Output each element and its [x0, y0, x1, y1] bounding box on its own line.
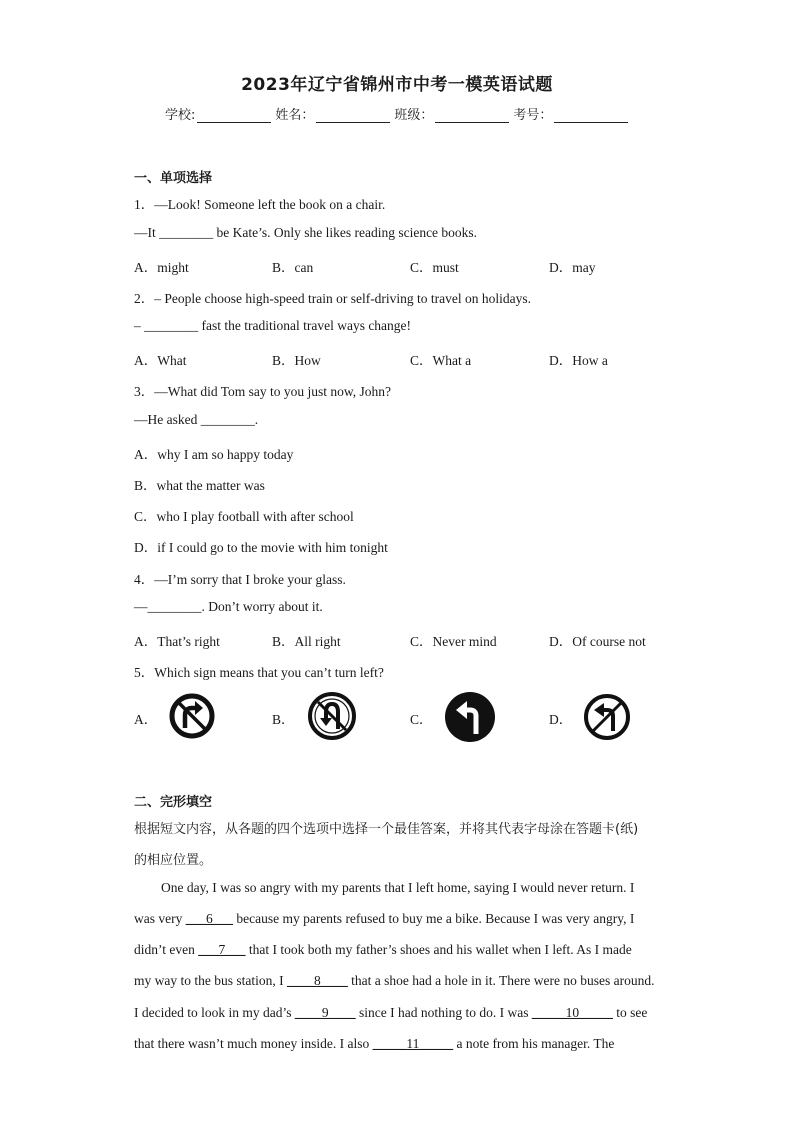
- q1-option-b[interactable]: B．can: [272, 260, 314, 275]
- passage-text: to see: [612, 1005, 648, 1020]
- blank-10[interactable]: _____10_____: [531, 1005, 613, 1020]
- passage-text: because my parents refused to buy me a bike. Because I was very angry, I: [232, 911, 635, 926]
- passage-line: [134, 973, 655, 989]
- blank-8[interactable]: ____8____: [286, 973, 348, 988]
- passage-text: that I took both my father’s shoes and his wallet when I left. As I made: [245, 942, 632, 957]
- blank-11[interactable]: _____11_____: [372, 1036, 454, 1051]
- passage-text: that a shoe had a hole in it. There were no buses around.: [347, 973, 655, 988]
- passage-text: I decided to look in my dad’s: [134, 1005, 295, 1020]
- q3-stem: 3．—What did Tom say to you just now, John?: [134, 384, 392, 399]
- q4-option-d[interactable]: D．Of course not: [549, 634, 646, 649]
- class-field[interactable]: [435, 110, 509, 123]
- q5-option-a[interactable]: A．: [134, 712, 158, 727]
- q5-stem: 5．Which sign means that you can’t turn left?: [134, 665, 384, 680]
- passage-line: [134, 1036, 614, 1052]
- cloze-instruction-line1: 根据短文内容，从各题的四个选项中选择一个最佳答案，并将其代表字母涂在答题卡(纸): [134, 822, 639, 837]
- page-title: 2023年辽宁省锦州市中考一模英语试题: [241, 75, 553, 95]
- q3-option-a[interactable]: A．why I am so happy today: [134, 447, 294, 462]
- section-heading-cloze: 二、完形填空: [134, 795, 213, 810]
- q2-option-a[interactable]: A．What: [134, 353, 187, 368]
- q2-option-c[interactable]: C．What a: [410, 353, 472, 368]
- passage-line: [134, 942, 632, 958]
- q4-option-a[interactable]: A．That’s right: [134, 634, 220, 649]
- passage-text: didn’t even: [134, 942, 199, 957]
- passage-line: [134, 911, 634, 927]
- q3-option-c[interactable]: C．who I play football with after school: [134, 509, 354, 524]
- q4-stem: 4．—I’m sorry that I broke your glass.: [134, 572, 346, 587]
- class-label: 班级：: [394, 108, 434, 123]
- q2-option-b[interactable]: B．How: [272, 353, 321, 368]
- passage-text: my way to the bus station, I: [134, 973, 287, 988]
- q3-stem-reply: —He asked ________.: [134, 412, 259, 427]
- left-turn-sign-icon[interactable]: [443, 690, 497, 744]
- q3-option-d[interactable]: D．if I could go to the movie with him tonight: [134, 540, 388, 555]
- passage-text: since I had nothing to do. I was: [355, 1005, 532, 1020]
- q4-stem-reply: —________. Don’t worry about it.: [134, 599, 323, 614]
- q1-stem-reply: —It ________ be Kate’s. Only she likes reading science books.: [134, 225, 478, 240]
- q1-option-d[interactable]: D．may: [549, 260, 596, 275]
- passage-text: was very: [134, 911, 186, 926]
- q4-option-b[interactable]: B．All right: [272, 634, 341, 649]
- student-info-line: [165, 104, 632, 123]
- no-right-turn-sign-icon[interactable]: [168, 692, 216, 740]
- q2-stem-reply: – ________ fast the traditional travel ways change!: [134, 318, 412, 333]
- passage-text: a note from his manager. The: [453, 1036, 615, 1051]
- number-field[interactable]: [554, 110, 628, 123]
- school-field[interactable]: [197, 110, 271, 123]
- name-field[interactable]: [316, 110, 390, 123]
- passage-line: One day, I was so angry with my parents that I left home, saying I would never return. I: [161, 880, 635, 895]
- name-label: 姓名：: [275, 108, 315, 123]
- number-label: 考号：: [513, 108, 553, 123]
- cloze-instruction-line2: 的相应位置。: [134, 853, 213, 868]
- q3-option-b[interactable]: B．what the matter was: [134, 478, 265, 493]
- q4-option-c[interactable]: C．Never mind: [410, 634, 497, 649]
- q1-stem: 1．—Look! Someone left the book on a chair.: [134, 197, 386, 212]
- passage-text: that there wasn’t much money inside. I also: [134, 1036, 373, 1051]
- q1-option-a[interactable]: A．might: [134, 260, 189, 275]
- q5-option-b[interactable]: B．: [272, 712, 295, 727]
- blank-7[interactable]: ___7___: [198, 942, 246, 957]
- passage-line: [134, 1005, 647, 1021]
- no-u-turn-sign-icon[interactable]: [306, 690, 358, 742]
- no-left-turn-sign-icon[interactable]: [582, 692, 632, 742]
- q5-option-c[interactable]: C．: [410, 712, 433, 727]
- q2-option-d[interactable]: D．How a: [549, 353, 608, 368]
- section-heading-single-choice: 一、单项选择: [134, 171, 213, 186]
- q5-option-d[interactable]: D．: [549, 712, 573, 727]
- blank-9[interactable]: ____9____: [294, 1005, 356, 1020]
- school-label: 学校:: [165, 108, 196, 123]
- q2-stem: 2．– People choose high-speed train or self-driving to travel on holidays.: [134, 291, 532, 306]
- q1-option-c[interactable]: C．must: [410, 260, 459, 275]
- blank-6[interactable]: ___6___: [185, 911, 233, 926]
